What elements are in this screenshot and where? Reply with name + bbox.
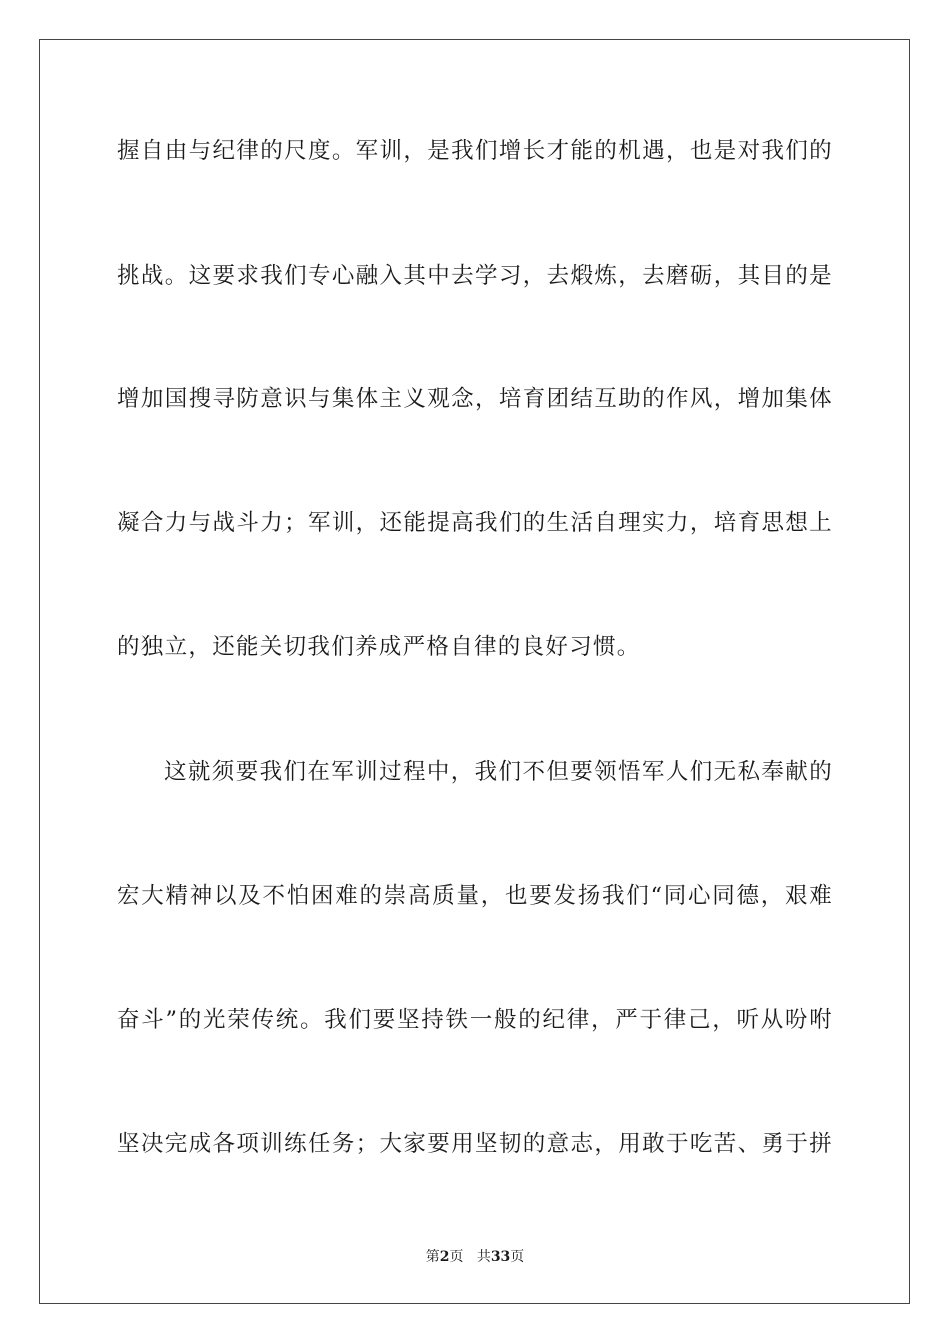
- text-line: 握自由与纪律的尺度。军训，是我们增长才能的机遇，也是对我们的: [117, 138, 833, 164]
- page-prefix: 第: [425, 1249, 440, 1265]
- text-line: 宏大精神以及不怕困难的崇高质量，也要发扬我们“同心同德，艰难: [117, 883, 833, 909]
- text-line: 的独立，还能关切我们养成严格自律的良好习惯。: [117, 634, 641, 660]
- text-line: 挑战。这要求我们专心融入其中去学习，去煅炼，去磨砺，其目的是: [117, 263, 833, 289]
- page-suffix: 页: [449, 1249, 464, 1265]
- page-footer: [0, 1248, 950, 1266]
- total-pages: 33: [490, 1249, 511, 1265]
- text-line: 凝合力与战斗力；军训，还能提高我们的生活自理实力，培育思想上: [117, 510, 833, 536]
- footer-separator: [463, 1249, 476, 1265]
- text-line: 坚决完成各项训练任务；大家要用坚韧的意志，用敢于吃苦、勇于拼: [117, 1131, 833, 1157]
- text-line: 增加国搜寻防意识与集体主义观念，培育团结互助的作风，增加集体: [117, 386, 833, 412]
- text-line: 奋斗”的光荣传统。我们要坚持铁一般的纪律，严于律己，听从吩咐: [117, 1007, 833, 1033]
- page-number: 2: [439, 1249, 450, 1265]
- total-suffix: 页: [510, 1249, 525, 1265]
- total-prefix: 共: [476, 1249, 491, 1265]
- text-line: 这就须要我们在军训过程中，我们不但要领悟军人们无私奉献的: [164, 759, 833, 785]
- page-border: [39, 39, 910, 1304]
